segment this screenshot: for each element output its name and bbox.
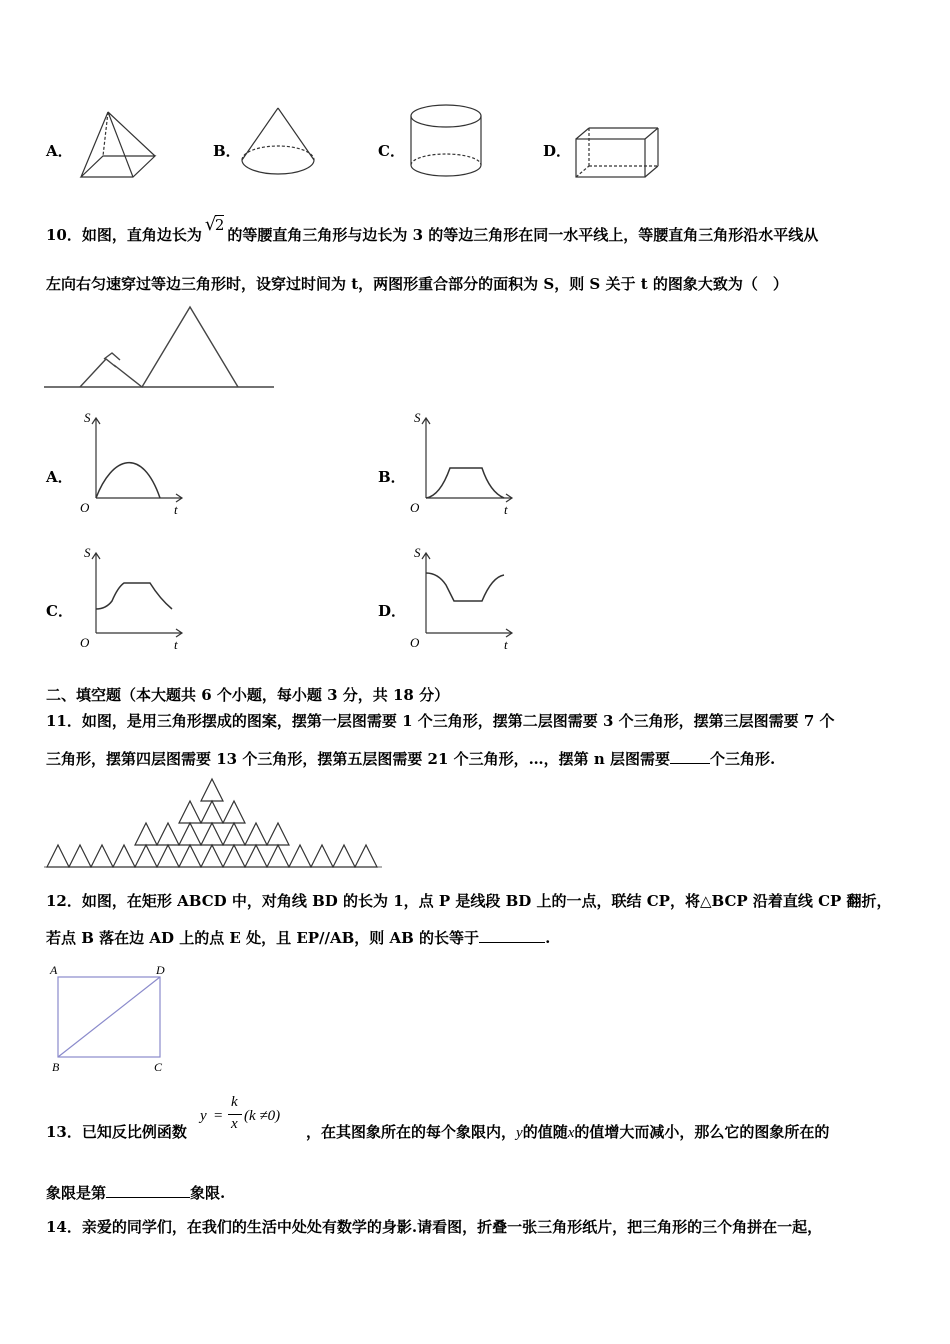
axis-label-o: O: [80, 500, 90, 515]
pattern-triangle: [179, 845, 201, 867]
q13-text-a: ，在其图象所在的每个象限内，: [306, 1123, 517, 1141]
q10-graph-a: [72, 408, 188, 518]
cuboid-icon: [572, 124, 664, 182]
q10-graph-b: [402, 408, 518, 518]
q12-line2: [46, 927, 550, 948]
axis-label-o: O: [410, 635, 420, 650]
q9-option-c-label: C．: [378, 142, 405, 160]
q9-option-d-label: D．: [543, 142, 572, 160]
section-title: 二、填空题（本大题共 6 个小题，每小题 3 分，共 18 分）: [46, 686, 450, 704]
pattern-triangle: [201, 845, 223, 867]
q13-formula: [200, 1094, 304, 1144]
formula-condition: (k ≠0): [244, 1108, 281, 1124]
pattern-triangle: [355, 845, 377, 867]
q13-answer-blank: [106, 1183, 190, 1198]
pattern-triangle: [135, 845, 157, 867]
sqrt-radicand: 2: [214, 216, 225, 234]
axis-label-s: S: [414, 410, 421, 425]
q12-rectangle-figure: [44, 960, 180, 1078]
pattern-triangle: [157, 845, 179, 867]
formula-eq: =: [214, 1108, 223, 1124]
q13-text-b: 的值随: [522, 1123, 568, 1141]
fraction-bar: [228, 1114, 242, 1115]
cylinder-icon: [406, 101, 486, 183]
q10-option-c-label: C．: [46, 602, 73, 620]
axis-label-o: O: [410, 500, 420, 515]
pattern-triangle: [91, 845, 113, 867]
q13-prefix: 13．已知反比例函数: [46, 1123, 187, 1141]
axis-label-t: t: [504, 637, 508, 652]
q11-line2: [46, 748, 775, 769]
pattern-triangle: [223, 845, 245, 867]
formula-k: k: [231, 1094, 238, 1110]
q9-option-a-label: A．: [46, 142, 73, 160]
pattern-triangle: [245, 845, 267, 867]
pattern-triangle: [333, 845, 355, 867]
pattern-triangle: [135, 823, 157, 845]
axis-label-t: t: [504, 502, 508, 517]
q13-line2-a: 象限是第: [46, 1184, 107, 1202]
pattern-triangle: [311, 845, 333, 867]
q10-figure-triangles: [44, 303, 276, 393]
q10-line2: 左向右匀速穿过等边三角形时，设穿过时间为 t，两图形重合部分的面积为 S，则 S 关于 t 的图象大致为（ ）: [46, 275, 788, 293]
q9-option-b-label: B．: [213, 142, 241, 160]
pattern-triangle: [179, 801, 201, 823]
q13-line2: [46, 1182, 225, 1203]
q10-line1-b: 的等腰直角三角形与边长为 3 的等边三角形在同一水平线上，等腰直角三角形沿水平线从: [227, 226, 819, 244]
vertex-b: B: [52, 1060, 60, 1074]
pattern-triangle: [69, 845, 91, 867]
q10-option-b-label: B．: [378, 468, 406, 486]
q10-option-d-label: D．: [378, 602, 407, 620]
q10-line1: [46, 214, 819, 245]
pattern-triangle: [223, 823, 245, 845]
sqrt-radical-sign: √: [204, 214, 217, 235]
q11-line2-a: 三角形，摆第四层图需要 13 个三角形，摆第五层图需要 21 个三角形，…，摆第 n 层图需要: [46, 750, 670, 768]
q12-line2-b: .: [545, 929, 551, 947]
pattern-triangle: [245, 823, 267, 845]
q11-answer-blank: [670, 749, 710, 764]
axis-label-o: O: [80, 635, 90, 650]
pattern-triangle: [267, 845, 289, 867]
q13-line1-rest: [306, 1121, 829, 1142]
pattern-triangle: [201, 823, 223, 845]
formula-x: x: [231, 1116, 238, 1132]
sqrt-expression: [204, 214, 225, 244]
q10-graph-d: [402, 543, 518, 653]
vertex-a: A: [50, 963, 58, 977]
axis-label-t: t: [174, 637, 178, 652]
axis-label-s: S: [414, 545, 421, 560]
q12-line2-a: 若点 B 落在边 AD 上的点 E 处，且 EP//AB，则 AB 的长等于: [46, 929, 480, 947]
pattern-triangle: [113, 845, 135, 867]
vertex-c: C: [154, 1060, 163, 1074]
pattern-triangle: [157, 823, 179, 845]
pattern-triangle: [267, 823, 289, 845]
pyramid-icon: [72, 108, 162, 183]
axis-label-t: t: [174, 502, 178, 517]
q13-text-c: 的值增大而减小，那么它的图象所在的: [574, 1123, 830, 1141]
q10-line1-a: 10．如图，直角边长为: [46, 226, 202, 244]
q11-triangle-pattern: [44, 776, 384, 870]
pattern-triangle: [289, 845, 311, 867]
axis-label-s: S: [84, 410, 91, 425]
vertex-d: D: [156, 963, 165, 977]
pattern-triangle: [47, 845, 69, 867]
pattern-triangle: [201, 801, 223, 823]
q10-graph-c: [72, 543, 188, 653]
q14-line1: 14．亲爱的同学们，在我们的生活中处处有数学的身影.请看图，折叠一张三角形纸片，把三角形的三个角拼在一起，: [46, 1218, 823, 1236]
pattern-triangle: [179, 823, 201, 845]
pattern-triangle: [201, 779, 223, 801]
formula-y: y: [200, 1108, 207, 1124]
cone-icon: [238, 104, 318, 182]
q10-option-a-label: A．: [46, 468, 73, 486]
q12-line1: 12．如图，在矩形 ABCD 中，对角线 BD 的长为 1，点 P 是线段 BD 上的一点，联结 CP，将△BCP 沿着直线 CP 翻折，: [46, 892, 892, 910]
pattern-triangle: [223, 801, 245, 823]
q11-line2-b: 个三角形.: [710, 750, 776, 768]
q13-var-x: x: [567, 1125, 575, 1141]
q12-answer-blank: [479, 928, 545, 943]
q13-line2-b: 象限.: [190, 1184, 226, 1202]
q13-var-y: y: [516, 1125, 523, 1141]
q11-line1: 11．如图，是用三角形摆成的图案，摆第一层图需要 1 个三角形，摆第二层图需要 3 个三角形，摆第三层图需要 7 个: [46, 712, 835, 730]
axis-label-s: S: [84, 545, 91, 560]
